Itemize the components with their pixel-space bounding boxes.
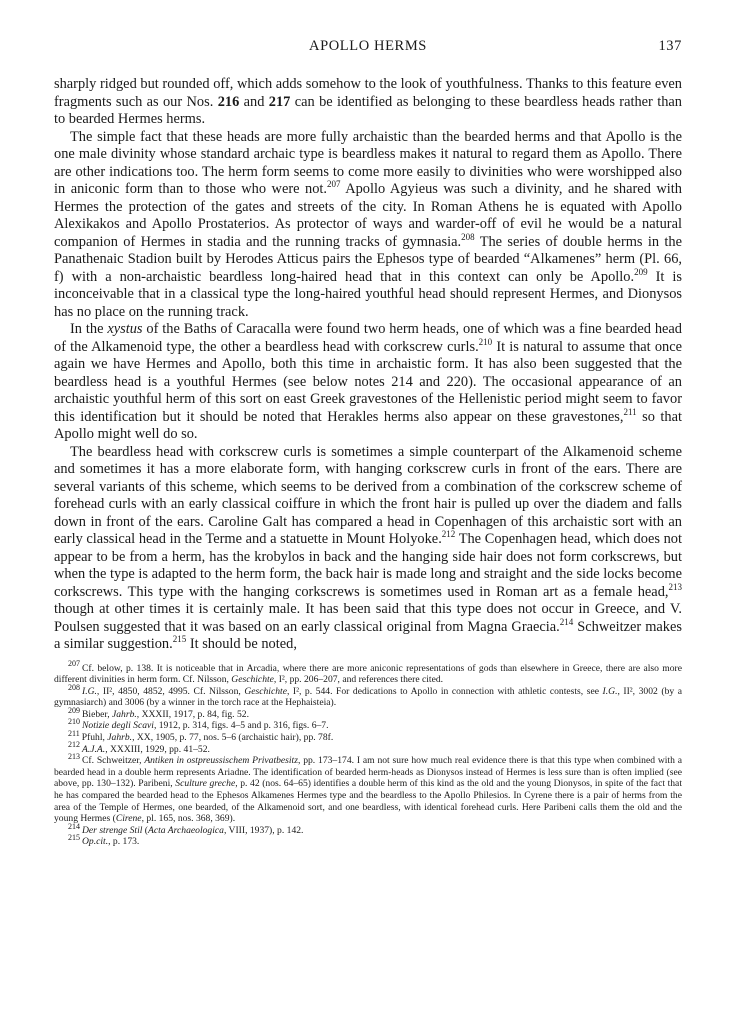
footnote <box>54 728 682 744</box>
footnote-number: 209 <box>68 705 80 715</box>
footnote-number: 212 <box>68 740 80 750</box>
text-run: , II², 4850, 4852, 4995. Cf. Nilsson, <box>96 685 245 697</box>
footnote-ref: 215 <box>172 634 187 645</box>
running-head <box>54 38 682 62</box>
text-run: , XXXII, 1917, p. 84, fig. 52. <box>136 708 249 720</box>
text-run: ( <box>142 824 148 836</box>
text-run: The simple fact that these heads are more fully archaistic than the bearded herms and that Apollo is the one male divinity whose standard archaic type is beardless makes it natural to regard them as Apollo. There are other indications too. The herm form seems to come more easily to divinities who were worshipped also in aniconic form than to those who were not. <box>54 128 682 197</box>
text-run: can be identified as belonging to these beardless heads rather than to bearded Hermes herms. <box>54 93 682 127</box>
italic-text: Jahrb. <box>107 732 133 744</box>
italic-text: A.J.A. <box>82 743 106 755</box>
italic-text: Geschichte <box>244 685 287 697</box>
text-run: , II², 3002 (by a gymnasiarch) and 3006 (by a winner in the torch race at the Hephaisteia). <box>54 685 682 709</box>
text-run: so that Apollo might well do so. <box>54 408 682 442</box>
footnote <box>54 833 682 848</box>
text-run: It is natural to assume that once again we have Hermes and Apollo, both this time in archaistic form. It has also been suggested that the beardless head is a youthful Hermes (see below notes 214 and 220). The occasional appearance of an archaistic youthful herm of this sort on east Greek gravestones of the Hellenistic period might seem to favor this identification but it should be noted that Herakles herms also appear on these gravestones, <box>54 338 682 425</box>
footnote-number: 210 <box>68 717 80 727</box>
text-run: of the Baths of Caracalla were found two herm heads, one of which was a fine bearded head of the Alkamenoid type, the other a beardless head with corkscrew curls. <box>54 321 683 355</box>
body-text <box>54 76 682 654</box>
footnote <box>54 752 682 825</box>
footnote <box>54 659 682 686</box>
italic-text: Geschichte <box>231 674 274 686</box>
text-run: Cf. below, p. 138. It is noticeable that in Arcadia, where there are more aniconic representations of gods than elsewhere in Greece, there are also more different divinities in herm form. Cf. Nilsson, <box>54 662 682 686</box>
italic-text: Cirene <box>115 813 142 825</box>
footnote-number: 214 <box>68 821 80 831</box>
paragraph <box>54 76 682 129</box>
italic-text: Sculture greche <box>175 778 236 790</box>
book-page <box>54 38 682 848</box>
text-run: , XX, 1905, p. 77, nos. 5–6 (archaistic hair), pp. 78f. <box>132 732 334 744</box>
text-run: Schweitzer makes a similar suggestion. <box>54 618 682 652</box>
text-run: It should be noted, <box>186 636 297 652</box>
text-run: The Copenhagen head, which does not appear to be from a herm, has the krobylos in back and the hanging side hair does not form corkscrews, but when the type is adapted to the herm form, the back hair is made long and straight and the side locks become corkscrews. This type with the hanging corkscrews is sometimes used in Roman art as a female head, <box>54 531 682 600</box>
text-run: , pl. 165, nos. 368, 369). <box>141 813 236 825</box>
footnote-ref: 209 <box>634 266 648 277</box>
footnotes <box>54 659 682 849</box>
footnote-ref: 210 <box>478 336 493 347</box>
text-run: In the <box>70 321 108 337</box>
text-run: , p. 173. <box>108 836 140 848</box>
text-run: , I², p. 544. For dedications to Apollo in connection with athletic contests, see <box>286 685 603 697</box>
text-run: sharply ridged but rounded off, which adds somehow to the look of youthfulness. Thanks to this feature even fragments such as our Nos. <box>54 76 682 110</box>
text-run: The series of double herms in the Panathenaic Stadion built by Herodes Atticus pairs the Ephesos type of bearded “Alkamenes” herm (Pl. 66, f) with a non-archaistic beardless long-haired head that in this context can only be Apollo. <box>54 233 682 285</box>
text-run: , I², pp. 206–207, and references there cited. <box>273 674 444 686</box>
footnote-ref: 207 <box>327 179 341 190</box>
footnote-number: 215 <box>68 833 80 843</box>
footnote-ref: 208 <box>461 231 475 242</box>
text-run: , 1912, p. 314, figs. 4–5 and p. 316, figs. 6–7. <box>153 720 329 732</box>
text-run: , p. 42 (nos. 64–65) identifies a double herm of this kind as the old and the young Dionysos, in spite of the fact that he has compared the bearded head to the Ephesos Alkamenes Hermes type and the beardless to the Apollo Philesios. In Cyrene there is a pair of herms from the area of the Temple of Hermes, one bearded, of the Alkamenoid sort, and one beardless, with identical forehead curls. Here Paribeni calls them the old and the young Hermes ( <box>54 778 682 825</box>
running-title: APOLLO HERMS <box>309 38 427 54</box>
text-run: It is inconceivable that in a classical type the long-haired youthful head should represent Hermes, and Dionysos has no place on the running track. <box>54 268 682 320</box>
text-run: Cf. Schweitzer, <box>82 755 145 767</box>
footnote <box>54 740 682 756</box>
footnote-ref: 212 <box>441 529 456 540</box>
footnote-ref: 213 <box>668 581 682 592</box>
text-run: Apollo Agyieus was such a divinity, and he shared with Hermes the protection of the gates and streets of the city. In Roman Athens he is equated with Apollo Alexikakos and Apollo Prostaterios. As protector of ways and warder-off of evil he would be a natural companion of Hermes in stadia and the running tracks of gymnasia. <box>54 181 682 250</box>
italic-text: Jahrb. <box>112 708 137 720</box>
text-run: , XXXIII, 1929, pp. 41–52. <box>105 743 210 755</box>
footnote <box>54 821 682 837</box>
footnote-number: 207 <box>68 659 80 669</box>
text-run: Bieber, <box>82 708 112 720</box>
italic-text: Der strenge Stil <box>82 824 143 836</box>
footnote <box>54 717 682 732</box>
footnote-ref: 211 <box>623 406 637 417</box>
italic-text: Antiken in ostpreussischem Privatbesitz <box>144 755 298 767</box>
italic-text: Acta Archaeologica <box>148 824 224 836</box>
italic-text: I.G. <box>82 685 97 697</box>
italic-text: Op.cit. <box>82 836 109 848</box>
italic-text: Notizie degli Scavi <box>82 720 154 732</box>
italic-text: xystus <box>107 321 143 337</box>
text-run: Pfuhl, <box>81 732 108 744</box>
paragraph <box>54 321 682 444</box>
catalog-number: 217 <box>268 93 291 110</box>
footnote-number: 211 <box>68 728 80 738</box>
paragraph <box>54 444 682 654</box>
catalog-number: 216 <box>217 93 240 110</box>
text-run: , pp. 173–174. I am not sure how much real evidence there is that this type when combined with a bearded head in a double herm represents Ariadne. The identification of bearded herm-heads as Dionysos instead of Hermes is less sure than is often implied (see above, pp. 130–132). Paribeni, <box>54 755 682 790</box>
paragraph <box>54 129 682 322</box>
text-run: though at other times it is certainly male. It has been said that this type does not occur in Greece, and V. Poulsen suggested that it was based on an early classical original from Magna Graecia. <box>54 601 682 635</box>
footnote <box>54 705 682 721</box>
page-number: 137 <box>658 38 682 54</box>
footnote-number: 208 <box>68 682 80 692</box>
text-run: and <box>239 93 269 110</box>
italic-text: I.G. <box>602 685 618 697</box>
footnote-number: 213 <box>68 752 80 762</box>
footnote-ref: 214 <box>559 616 574 627</box>
footnote <box>54 682 682 709</box>
text-run: , VIII, 1937), p. 142. <box>223 824 304 836</box>
text-run: The beardless head with corkscrew curls is sometimes a simple counterpart of the Alkamenoid scheme and sometimes it has a more elaborate form, with hanging corkscrew curls in front of the ears. There are several variants of this scheme, which seems to be derived from a combination of the corkscrew scheme of forehead curls with an early classical coiffure in which the front hair is pulled up over the diadem and falls down in front of the ears. Caroline Galt has compared a head in Copenhagen of this archaistic sort with an early classical head in the Terme and a statuette in Mount Holyoke. <box>54 443 682 547</box>
